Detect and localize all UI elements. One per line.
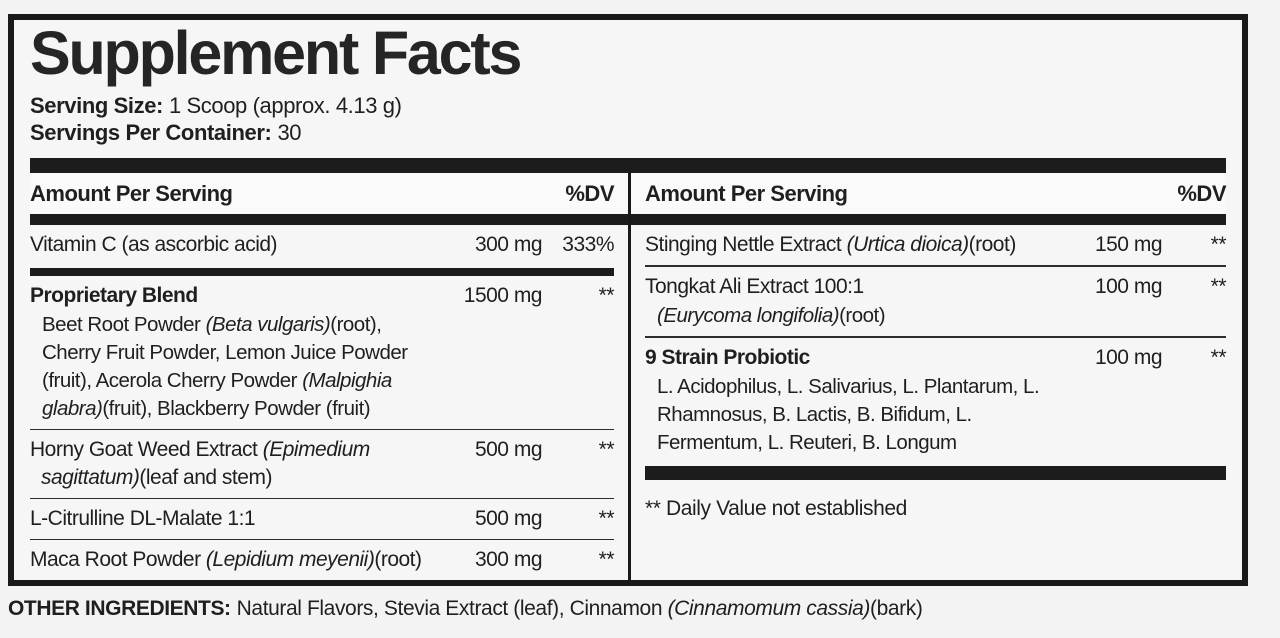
botanical-name-text: (Lepidium meyenii)	[205, 547, 375, 571]
botanical-name-text: (Eurycoma longifolia)	[657, 304, 840, 327]
ingredient-name-main	[645, 231, 1058, 259]
ingredient-row	[30, 499, 614, 539]
ingredient-name	[645, 231, 1062, 259]
serving-size-value: 1 Scoop (approx. 4.13 g)	[168, 93, 402, 118]
servings-per-container-line	[30, 119, 1226, 146]
dv-header: %DV	[565, 180, 614, 206]
ingredient-name-main	[645, 344, 1058, 372]
ingredient-name-main	[30, 231, 433, 259]
ingredient-text: L-Citrulline DL-Malate 1:1	[30, 506, 256, 530]
ingredient-amount: 300 mg	[474, 547, 542, 571]
servings-per-container-value: 30	[277, 120, 302, 145]
serving-info	[30, 92, 1226, 146]
ingredient-text: Natural Flavors, Stevia Extract (leaf), Cinnamon	[236, 597, 668, 620]
ingredient-name-main	[30, 546, 433, 574]
ingredient-amount: 150 mg	[1094, 233, 1162, 256]
ingredient-row	[645, 225, 1226, 265]
panel-title: Supplement Facts	[30, 19, 521, 87]
serving-size-label: Serving Size:	[30, 93, 163, 118]
botanical-name-text: (Urtica dioica)	[846, 233, 969, 256]
ingredient-text: (root)	[968, 233, 1016, 256]
other-ingredients-label: OTHER INGREDIENTS:	[8, 597, 231, 620]
supplement-facts-panel	[8, 14, 1248, 586]
ingredient-text: (leaf and stem)	[139, 465, 272, 489]
ingredient-name-main	[30, 282, 433, 310]
ingredient-text: Tongkat Ali Extract 100:1	[645, 275, 864, 298]
servings-per-container-label: Servings Per Container:	[30, 120, 272, 145]
other-ingredients-line	[8, 596, 922, 622]
daily-value-footnote: ** Daily Value not established	[645, 497, 907, 520]
column-header-left	[30, 181, 614, 207]
ingredient-text: (root)	[374, 547, 422, 571]
section-separator-bar	[645, 466, 1226, 480]
ingredient-text: 9 Strain Probiotic	[645, 346, 810, 369]
ingredient-name	[30, 231, 437, 259]
dv-header: %DV	[1177, 180, 1226, 206]
ingredient-text: (root)	[839, 304, 886, 327]
ingredient-row	[30, 276, 614, 429]
ingredient-text: Stinging Nettle Extract	[645, 233, 847, 256]
ingredient-text: Vitamin C (as ascorbic acid)	[30, 233, 278, 256]
section-separator-bar-top	[30, 158, 1226, 173]
ingredient-text: Beet Root Powder	[42, 312, 206, 336]
ingredient-text: (fruit), Blackberry Powder (fruit)	[102, 396, 371, 420]
ingredient-amount: 500 mg	[474, 437, 542, 461]
ingredient-name-main	[30, 436, 433, 492]
ingredient-row	[30, 225, 614, 265]
amount-per-serving-header: Amount Per Serving	[30, 180, 233, 206]
botanical-name-text: (Beta vulgaris)	[205, 312, 331, 336]
column-header-right	[645, 181, 1226, 207]
ingredient-rows-right	[645, 225, 1226, 480]
ingredient-row	[30, 540, 614, 580]
ingredient-components	[645, 373, 1058, 457]
ingredient-amount: 300 mg	[474, 233, 542, 256]
ingredient-components	[645, 302, 1058, 330]
ingredient-text: Proprietary Blend	[30, 283, 198, 307]
ingredient-dv-value: **	[1210, 233, 1226, 256]
ingredient-dv-value: **	[598, 437, 614, 461]
ingredient-name-main	[645, 273, 1058, 301]
ingredient-name	[30, 436, 437, 492]
ingredient-amount: 500 mg	[474, 506, 542, 530]
ingredient-components	[30, 311, 433, 423]
ingredient-dv-value: **	[598, 547, 614, 571]
ingredient-column-right	[645, 225, 1226, 580]
ingredient-row	[645, 267, 1226, 336]
ingredient-name	[645, 344, 1062, 457]
botanical-name-text: (Epimedium sagittatum)	[41, 437, 370, 489]
botanical-name-text: (Cinnamomum cassia)	[667, 597, 871, 620]
ingredient-amount: 100 mg	[1094, 346, 1162, 369]
serving-size-line	[30, 92, 1226, 119]
ingredient-dv-value: **	[1210, 275, 1226, 298]
ingredient-text: (bark)	[870, 597, 923, 620]
ingredient-dv-value: **	[1210, 346, 1226, 369]
ingredient-name	[30, 505, 437, 533]
ingredient-text: L. Acidophilus, L. Salivarius, L. Plantarum, L. Rhamnosus, B. Lactis, B. Bifidum, L. Fermentum, L. Reuteri, B. Longum	[657, 375, 1040, 454]
ingredient-text: (root), Cherry Fruit Powder, Lemon Juice Powder (fruit), Acerola Cherry Powder	[42, 312, 408, 392]
ingredient-name-main	[30, 505, 433, 533]
ingredient-amount: 100 mg	[1094, 275, 1162, 298]
section-separator-bar	[30, 268, 614, 276]
ingredient-name	[30, 282, 437, 423]
ingredient-dv-value: **	[598, 506, 614, 530]
ingredient-text: Horny Goat Weed Extract	[30, 437, 263, 461]
ingredient-row	[30, 430, 614, 498]
ingredient-amount: 1500 mg	[463, 283, 542, 307]
column-divider-line	[628, 173, 631, 580]
ingredient-name	[30, 546, 437, 574]
ingredient-dv-value: 333%	[562, 233, 614, 256]
ingredient-name	[645, 273, 1062, 330]
ingredient-text: Maca Root Powder	[30, 547, 206, 571]
ingredient-row	[645, 338, 1226, 463]
ingredient-column-left	[30, 225, 614, 580]
other-ingredients-text	[237, 597, 923, 620]
botanical-name-text: (Malpighia glabra)	[42, 368, 392, 420]
ingredient-dv-value: **	[598, 283, 614, 307]
amount-per-serving-header: Amount Per Serving	[645, 180, 848, 206]
